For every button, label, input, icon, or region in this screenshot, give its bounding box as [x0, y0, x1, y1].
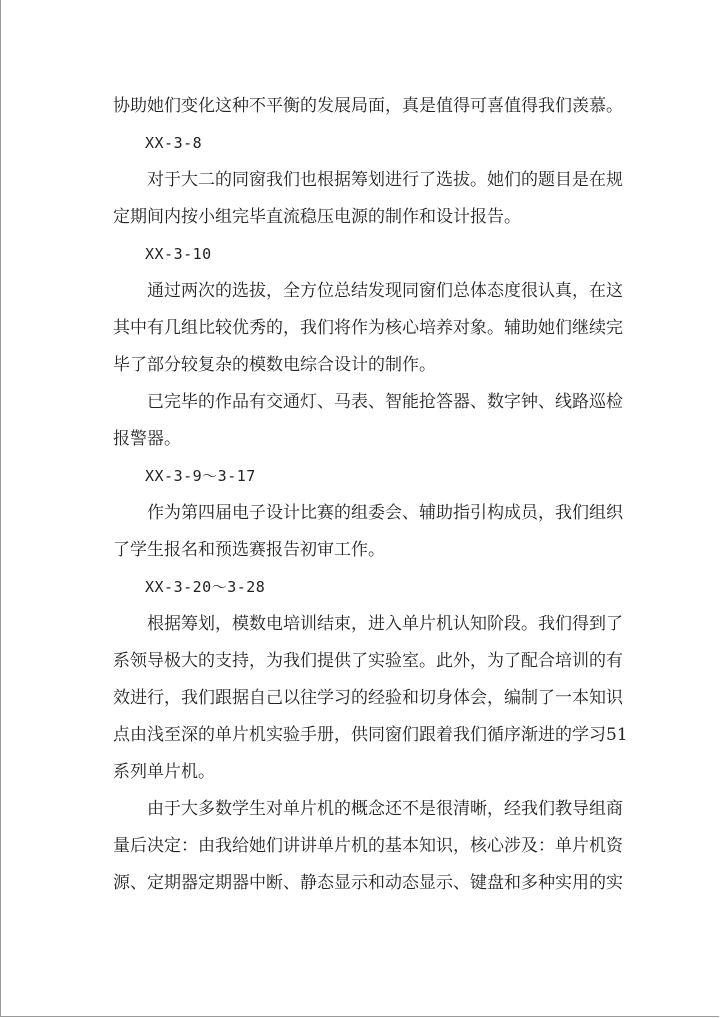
document-body: [113, 88, 628, 902]
paragraph-start-line: 作为第四届电子设计比赛的组委会、辅助指引构成员，我们组织: [147, 503, 623, 523]
text-line: 点由浅至深的单片机实验手册，供同窗们跟着我们循序渐进的学习51: [113, 725, 628, 745]
text-line: 系领导极大的支持，为我们提供了实验室。此外，为了配合培训的有: [113, 651, 623, 671]
text-line: 效进行，我们跟据自己以往学习的经验和切身体会，编制了一本知识: [113, 688, 623, 708]
text-line: 了学生报名和预选赛报告初审工作。: [113, 540, 385, 560]
date-heading: XX-3-8: [145, 134, 203, 152]
text-line: 协助她们变化这种不平衡的发展局面，真是值得可喜值得我们羡慕。: [113, 96, 623, 116]
date-heading: XX-3-9～3-17: [145, 467, 256, 485]
paragraph-start-line: 已完毕的作品有交通灯、马表、智能抢答器、数字钟、线路巡检: [147, 392, 623, 412]
text-line: 毕了部分较复杂的模数电综合设计的制作。: [113, 355, 436, 375]
date-heading: XX-3-20～3-28: [145, 578, 266, 596]
date-heading: XX-3-10: [145, 245, 212, 263]
text-line: 报警器。: [113, 429, 181, 449]
paragraph-start-line: 由于大多数学生对单片机的概念还不是很清晰，经我们教导组商: [147, 799, 623, 819]
text-line: 定期间内按小组完毕直流稳压电源的制作和设计报告。: [113, 207, 521, 227]
paragraph-start-line: 根据筹划，模数电培训结束，进入单片机认知阶段。我们得到了: [147, 614, 623, 634]
paragraph-start-line: 通过两次的选拔，全方位总结发现同窗们总体态度很认真，在这: [147, 281, 623, 301]
text-line: 量后决定：由我给她们讲讲单片机的基本知识，核心涉及：单片机资: [113, 836, 623, 856]
text-line: 源、定期器定期器中断、静态显示和动态显示、键盘和多种实用的实: [113, 873, 623, 893]
text-line: 其中有几组比较优秀的，我们将作为核心培养对象。辅助她们继续完: [113, 318, 623, 338]
paragraph-start-line: 对于大二的同窗我们也根据筹划进行了选拔。她们的题目是在规: [147, 170, 623, 190]
text-line: 系列单片机。: [113, 762, 215, 782]
